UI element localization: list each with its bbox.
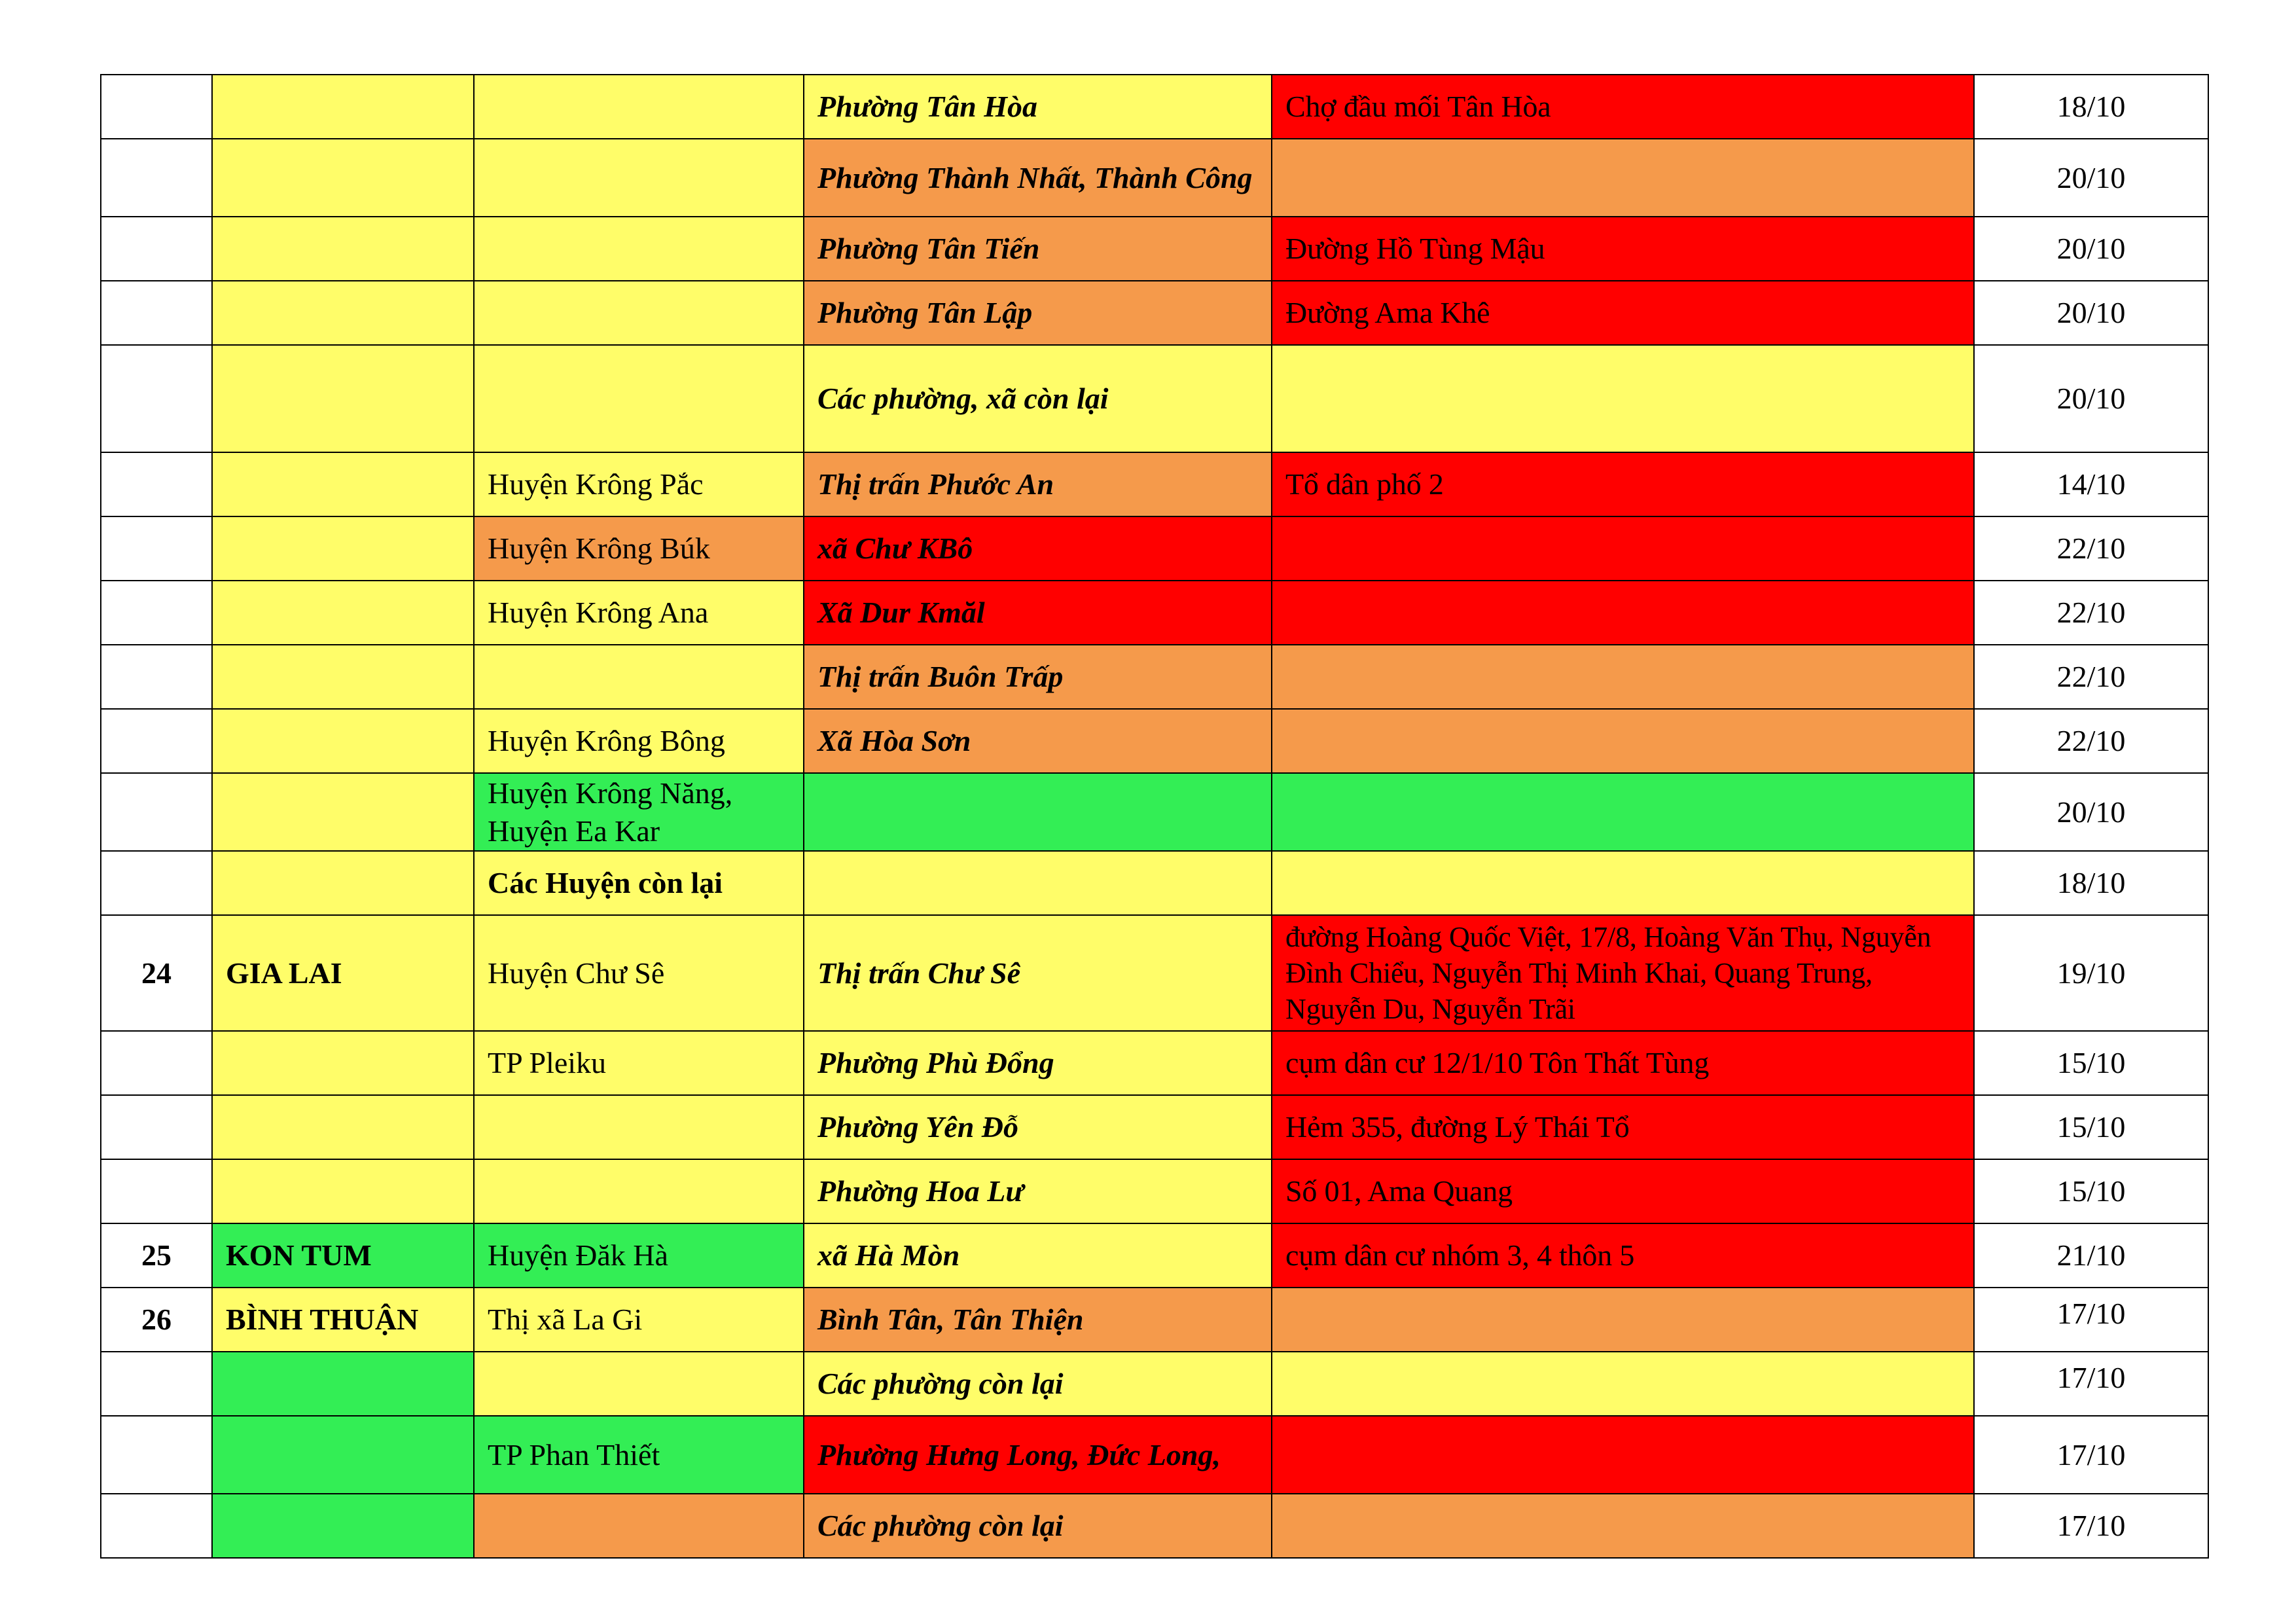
date-cell: 20/10: [1974, 281, 2208, 345]
district-cell: [474, 1494, 804, 1558]
table-row: [101, 345, 2208, 452]
district-cell: TP Phan Thiết: [474, 1416, 804, 1494]
province-cell: [212, 1352, 474, 1416]
district-cell: Thị xã La Gi: [474, 1288, 804, 1352]
date-cell: 20/10: [1974, 345, 2208, 452]
stt-cell: [101, 452, 212, 516]
ward-cell: Xã Dur Kmăl: [804, 581, 1272, 645]
district-cell: [474, 1159, 804, 1223]
location-cell: [1272, 1416, 1974, 1494]
table-row: [101, 645, 2208, 709]
table-row: [101, 516, 2208, 581]
location-cell: [1272, 1288, 1974, 1352]
province-cell: BÌNH THUẬN: [212, 1288, 474, 1352]
location-cell: Đường Ama Khê: [1272, 281, 1974, 345]
location-cell: Đường Hồ Tùng Mậu: [1272, 217, 1974, 281]
province-cell: [212, 516, 474, 581]
date-cell: 22/10: [1974, 645, 2208, 709]
stt-cell: [101, 581, 212, 645]
date-cell: 22/10: [1974, 709, 2208, 773]
province-cell: GIA LAI: [212, 915, 474, 1031]
stt-cell: [101, 516, 212, 581]
table-row: [101, 1352, 2208, 1416]
ward-cell: Phường Hưng Long, Đức Long,: [804, 1416, 1272, 1494]
ward-cell: Phường Tân Lập: [804, 281, 1272, 345]
table-row: [101, 75, 2208, 139]
table-row: [101, 1494, 2208, 1558]
province-cell: [212, 452, 474, 516]
table-row: [101, 1031, 2208, 1095]
province-cell: [212, 645, 474, 709]
ward-cell: Phường Thành Nhất, Thành Công: [804, 139, 1272, 217]
date-cell: 18/10: [1974, 75, 2208, 139]
province-cell: [212, 1159, 474, 1223]
stt-cell: [101, 1416, 212, 1494]
district-cell: Huyện Krông Ana: [474, 581, 804, 645]
table-row: [101, 773, 2208, 851]
province-cell: [212, 1031, 474, 1095]
ward-cell: Phường Yên Đỗ: [804, 1095, 1272, 1159]
location-cell: Hẻm 355, đường Lý Thái Tổ: [1272, 1095, 1974, 1159]
location-cell: Chợ đầu mối Tân Hòa: [1272, 75, 1974, 139]
location-cell: [1272, 139, 1974, 217]
district-cell: [474, 139, 804, 217]
table-row: [101, 281, 2208, 345]
ward-cell: Các phường còn lại: [804, 1352, 1272, 1416]
date-cell: 18/10: [1974, 851, 2208, 915]
ward-cell: Phường Hoa Lư: [804, 1159, 1272, 1223]
ward-cell: Thị trấn Buôn Trấp: [804, 645, 1272, 709]
district-cell: TP Pleiku: [474, 1031, 804, 1095]
province-cell: [212, 1095, 474, 1159]
stt-cell: [101, 1494, 212, 1558]
district-cell: [474, 645, 804, 709]
province-cell: [212, 75, 474, 139]
location-cell: Số 01, Ama Quang: [1272, 1159, 1974, 1223]
location-cell: [1272, 1494, 1974, 1558]
ward-cell: Thị trấn Phước An: [804, 452, 1272, 516]
date-cell: 15/10: [1974, 1095, 2208, 1159]
ward-cell: [804, 851, 1272, 915]
ward-cell: Bình Tân, Tân Thiện: [804, 1288, 1272, 1352]
date-cell: 22/10: [1974, 581, 2208, 645]
date-cell: 21/10: [1974, 1223, 2208, 1288]
date-cell: 20/10: [1974, 217, 2208, 281]
date-cell: 17/10: [1974, 1352, 2208, 1416]
province-cell: [212, 709, 474, 773]
district-cell: Huyện Krông Bông: [474, 709, 804, 773]
table-row: [101, 1288, 2208, 1352]
table-row: [101, 1159, 2208, 1223]
table-row: [101, 452, 2208, 516]
date-cell: 19/10: [1974, 915, 2208, 1031]
date-cell: 17/10: [1974, 1494, 2208, 1558]
table-row: [101, 139, 2208, 217]
table-row: [101, 1416, 2208, 1494]
stt-cell: [101, 1352, 212, 1416]
ward-cell: Các phường còn lại: [804, 1494, 1272, 1558]
stt-cell: [101, 851, 212, 915]
location-cell: cụm dân cư nhóm 3, 4 thôn 5: [1272, 1223, 1974, 1288]
location-cell: [1272, 1352, 1974, 1416]
location-cell: [1272, 581, 1974, 645]
table-row: [101, 1223, 2208, 1288]
province-cell: [212, 1416, 474, 1494]
district-cell: [474, 345, 804, 452]
district-cell: Huyện Krông Năng, Huyện Ea Kar: [474, 773, 804, 851]
province-cell: [212, 217, 474, 281]
province-cell: [212, 773, 474, 851]
ward-cell: Phường Tân Tiến: [804, 217, 1272, 281]
district-cell: [474, 1352, 804, 1416]
district-cell: [474, 281, 804, 345]
province-cell: [212, 139, 474, 217]
stt-cell: [101, 1095, 212, 1159]
stt-cell: 25: [101, 1223, 212, 1288]
ward-cell: xã Chư KBô: [804, 516, 1272, 581]
table-row: [101, 217, 2208, 281]
province-cell: [212, 581, 474, 645]
province-cell: [212, 281, 474, 345]
location-cell: [1272, 645, 1974, 709]
date-cell: 22/10: [1974, 516, 2208, 581]
location-cell: đường Hoàng Quốc Việt, 17/8, Hoàng Văn Thụ, Nguyễn Đình Chiểu, Nguyễn Thị Minh Khai, Quang Trung, Nguyễn Du, Nguyễn Trãi: [1272, 915, 1974, 1031]
province-cell: KON TUM: [212, 1223, 474, 1288]
stt-cell: [101, 1159, 212, 1223]
stt-cell: [101, 709, 212, 773]
stt-cell: [101, 1031, 212, 1095]
ward-cell: xã Hà Mòn: [804, 1223, 1272, 1288]
ward-cell: Phường Phù Đổng: [804, 1031, 1272, 1095]
date-cell: 15/10: [1974, 1031, 2208, 1095]
date-cell: 14/10: [1974, 452, 2208, 516]
province-cell: [212, 1494, 474, 1558]
stt-cell: [101, 281, 212, 345]
ward-cell: Phường Tân Hòa: [804, 75, 1272, 139]
district-cell: Huyện Đăk Hà: [474, 1223, 804, 1288]
stt-cell: [101, 139, 212, 217]
stt-cell: [101, 645, 212, 709]
district-cell: Huyện Krông Búk: [474, 516, 804, 581]
location-cell: [1272, 709, 1974, 773]
ward-cell: Xã Hòa Sơn: [804, 709, 1272, 773]
district-cell: [474, 217, 804, 281]
date-cell: 15/10: [1974, 1159, 2208, 1223]
table-row: [101, 581, 2208, 645]
table-body: [101, 75, 2208, 1558]
table-row: [101, 851, 2208, 915]
province-cell: [212, 851, 474, 915]
district-cell: Huyện Krông Pắc: [474, 452, 804, 516]
table-row: [101, 915, 2208, 1031]
table-row: [101, 1095, 2208, 1159]
stt-cell: 24: [101, 915, 212, 1031]
location-cell: [1272, 516, 1974, 581]
stt-cell: [101, 217, 212, 281]
ward-cell: Thị trấn Chư Sê: [804, 915, 1272, 1031]
location-cell: [1272, 773, 1974, 851]
location-cell: cụm dân cư 12/1/10 Tôn Thất Tùng: [1272, 1031, 1974, 1095]
ward-cell: Các phường, xã còn lại: [804, 345, 1272, 452]
district-cell: Huyện Chư Sê: [474, 915, 804, 1031]
zone-table: [100, 74, 2209, 1559]
location-cell: [1272, 345, 1974, 452]
stt-cell: 26: [101, 1288, 212, 1352]
district-cell: [474, 75, 804, 139]
location-cell: Tổ dân phố 2: [1272, 452, 1974, 516]
stt-cell: [101, 345, 212, 452]
date-cell: 17/10: [1974, 1416, 2208, 1494]
ward-cell: [804, 773, 1272, 851]
date-cell: 17/10: [1974, 1288, 2208, 1352]
stt-cell: [101, 773, 212, 851]
table-row: [101, 709, 2208, 773]
date-cell: 20/10: [1974, 773, 2208, 851]
district-cell: Các Huyện còn lại: [474, 851, 804, 915]
location-cell: [1272, 851, 1974, 915]
date-cell: 20/10: [1974, 139, 2208, 217]
province-cell: [212, 345, 474, 452]
stt-cell: [101, 75, 212, 139]
district-cell: [474, 1095, 804, 1159]
